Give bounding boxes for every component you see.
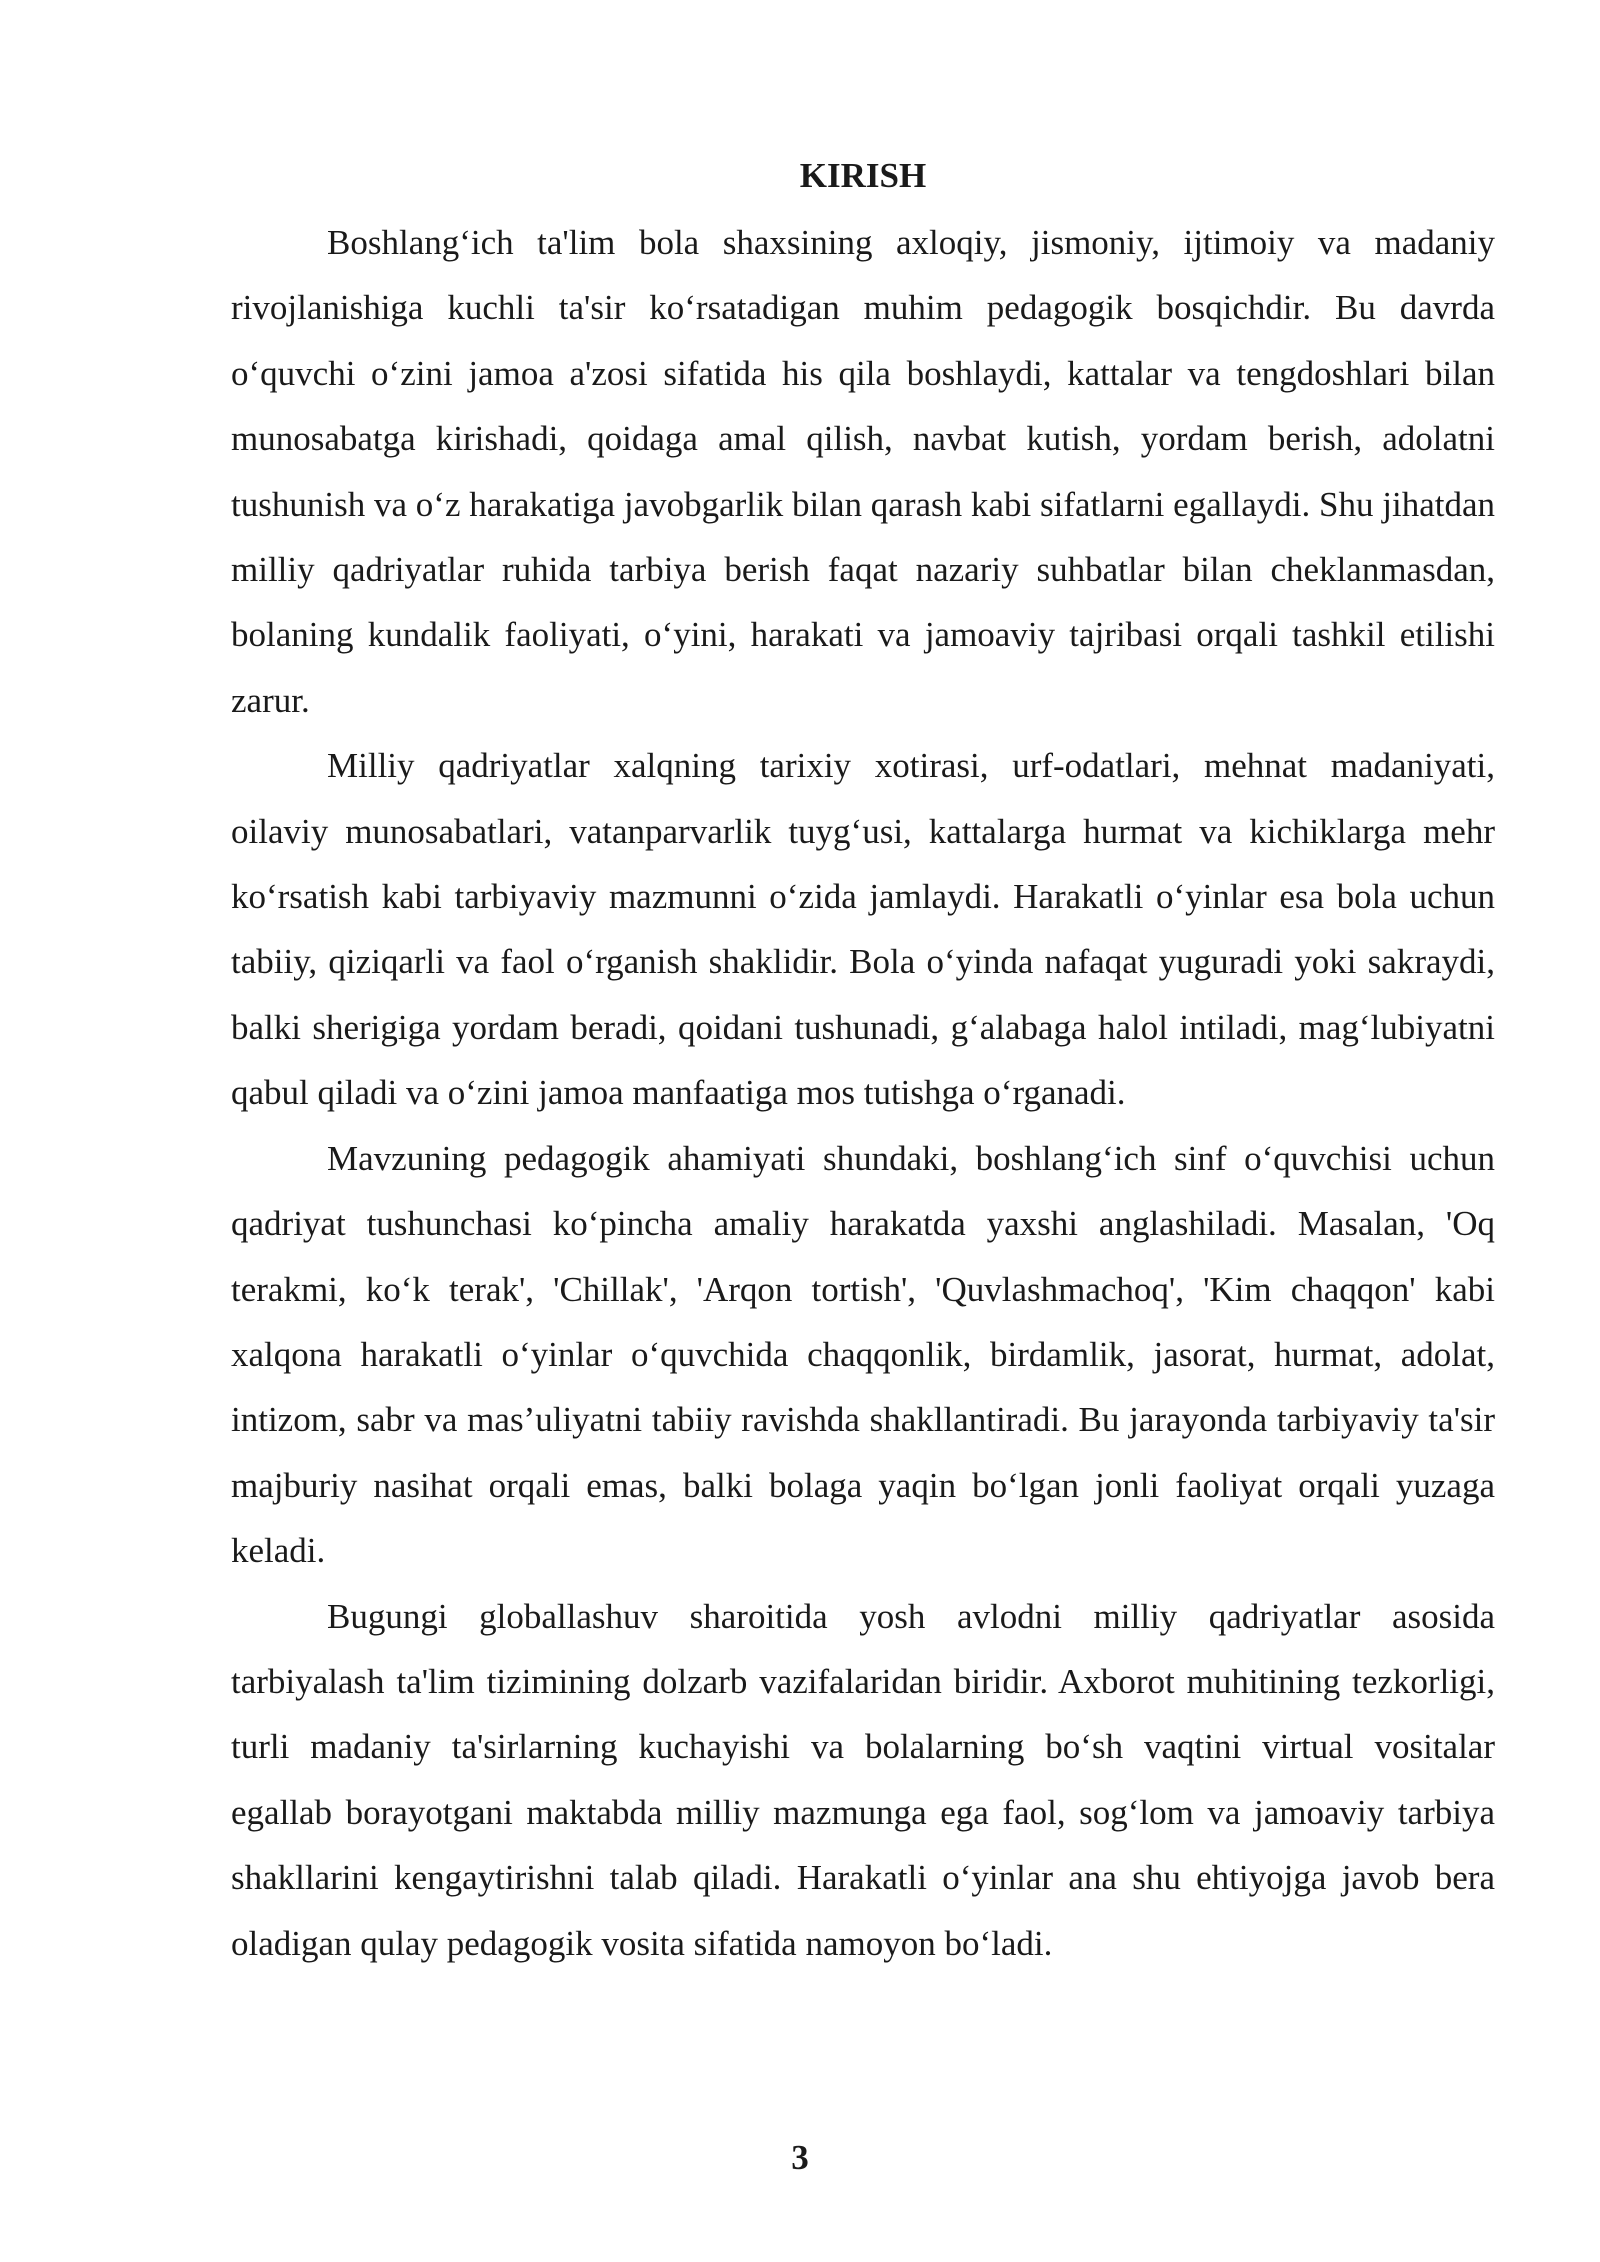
- page-number: 3: [791, 2138, 809, 2177]
- paragraph-4: Bugungi globallashuv sharoitida yosh avlodni milliy qadriyatlar asosida tarbiyalash ta'lim tizimining dolzarb vazifalaridan biridir. Axborot muhitining tezkorligi, turli madaniy ta'sirlarning kuchayishi va bolalarning bo‘sh vaqtini virtual vositalar egallab borayotgani maktabda milliy mazmunga ega faol, sog‘lom va jamoaviy tarbiya shakllarini kengaytirishni talab qiladi. Harakatli o‘yinlar ana shu ehtiyojga javob bera oladigan qulay pedagogik vosita sifatida namoyon bo‘ladi.: [231, 1596, 1495, 1963]
- paragraph-3: Mavzuning pedagogik ahamiyati shundaki, boshlang‘ich sinf o‘quvchisi uchun qadriyat tushunchasi ko‘pincha amaliy harakatda yaxshi anglashiladi. Masalan, 'Oq terakmi, ko‘k terak', 'Chillak', 'Arqon tortish', 'Quvlashmachoq', 'Kim chaqqon' kabi xalqona harakatli o‘yinlar o‘quvchida chaqqonlik, birdamlik, jasorat, hurmat, adolat, intizom, sabr va mas’uliyatni tabiiy ravishda shakllantiradi. Bu jarayonda tarbiyaviy ta'sir majburiy nasihat orqali emas, balki bolaga yaqin bo‘lgan jonli faoliyat orqali yuzaga keladi.: [231, 1138, 1495, 1571]
- section-title: KIRISH: [799, 156, 927, 195]
- paragraph-2: Milliy qadriyatlar xalqning tarixiy xotirasi, urf-odatlari, mehnat madaniyati, oilaviy munosabatlari, vatanparvarlik tuyg‘usi, kattalarga hurmat va kichiklarga mehr ko‘rsatish kabi tarbiyaviy mazmunni o‘zida jamlaydi. Harakatli o‘yinlar esa bola uchun tabiiy, qiziqarli va faol o‘rganish shaklidir. Bola o‘yinda nafaqat yuguradi yoki sakraydi, balki sherigiga yordam beradi, qoidani tushunadi, g‘alabaga halol intiladi, mag‘lubiyatni qabul qiladi va o‘zini jamoa manfaatiga mos tutishga o‘rganadi.: [231, 746, 1495, 1113]
- paragraph-1: Boshlang‘ich ta'lim bola shaxsining axloqiy, jismoniy, ijtimoiy va madaniy rivojlanishiga kuchli ta'sir ko‘rsatadigan muhim pedagogik bosqichdir. Bu davrda o‘quvchi o‘zini jamoa a'zosi sifatida his qila boshlaydi, kattalar va tengdoshlari bilan munosabatga kirishadi, qoidaga amal qilish, navbat kutish, yordam berish, adolatni tushunish va o‘z harakatiga javobgarlik bilan qarash kabi sifatlarni egallaydi. Shu jihatdan milliy qadriyatlar ruhida tarbiya berish faqat nazariy suhbatlar bilan cheklanmasdan, bolaning kundalik faoliyati, o‘yini, harakati va jamoaviy tajribasi orqali tashkil etilishi zarur.: [231, 223, 1495, 720]
- page-content: [231, 150, 1495, 1976]
